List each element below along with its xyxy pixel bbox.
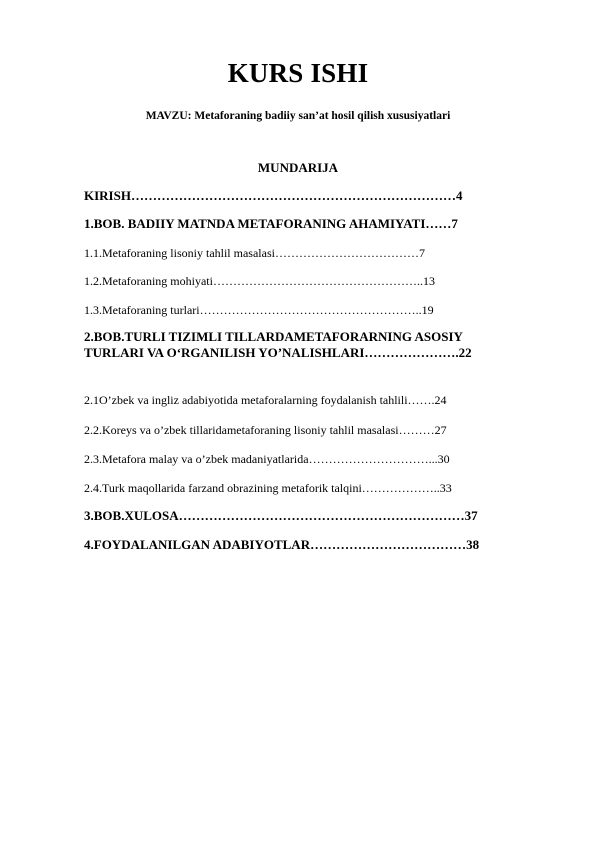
toc-entry-chapter-1: 1.BOB. BADIIY MATNDA METAFORANING AHAMIYATI……7 xyxy=(84,216,458,231)
toc-entry-chapter-4: 4.FOYDALANILGAN ADABIYOTLAR………………………………38 xyxy=(84,537,480,552)
toc-entry-chapter-2: 2.BOB.TURLI TIZIMLI TILLARDAMETAFORARNING ASOSIY TURLARI VA O‘RGANILISH YO’NALISHLARI………………….22 xyxy=(84,329,472,360)
toc-entry-chapter-3: 3.BOB.XULOSA…………………………………………………………37 xyxy=(84,508,478,523)
toc-heading: MUNDARIJA xyxy=(257,160,339,175)
toc-entry-1-3: 1.3.Metaforaning turlari………………………………………………..19 xyxy=(84,303,434,317)
toc-entry-2-4: 2.4.Turk maqollarida farzand obrazining metaforik talqini………………..33 xyxy=(84,481,452,495)
document-title: KURS ISHI xyxy=(227,58,369,88)
toc-entry-1-1: 1.1.Metaforaning lisoniy tahlil masalasi………………………………7 xyxy=(84,246,425,260)
document-subtitle: MAVZU: Metaforaning badiiy san’at hosil qilish xususiyatlari xyxy=(145,110,451,122)
toc-entry-2-2: 2.2.Koreys va o’zbek tillaridametaforaning lisoniy tahlil masalasi………27 xyxy=(84,423,447,437)
toc-entry-1-2: 1.2.Metaforaning mohiyati……………………………………………..13 xyxy=(84,274,435,288)
toc-entry-2-1: 2.1O’zbek va ingliz adabiyotida metaforalarning foydalanish tahlili…….24 xyxy=(84,393,447,407)
toc-entry-2-3: 2.3.Metafora malay va o’zbek madaniyatlarida…………………………...30 xyxy=(84,452,450,466)
toc-entry-kirish: KIRISH…………………………………………………………………4 xyxy=(84,188,463,203)
